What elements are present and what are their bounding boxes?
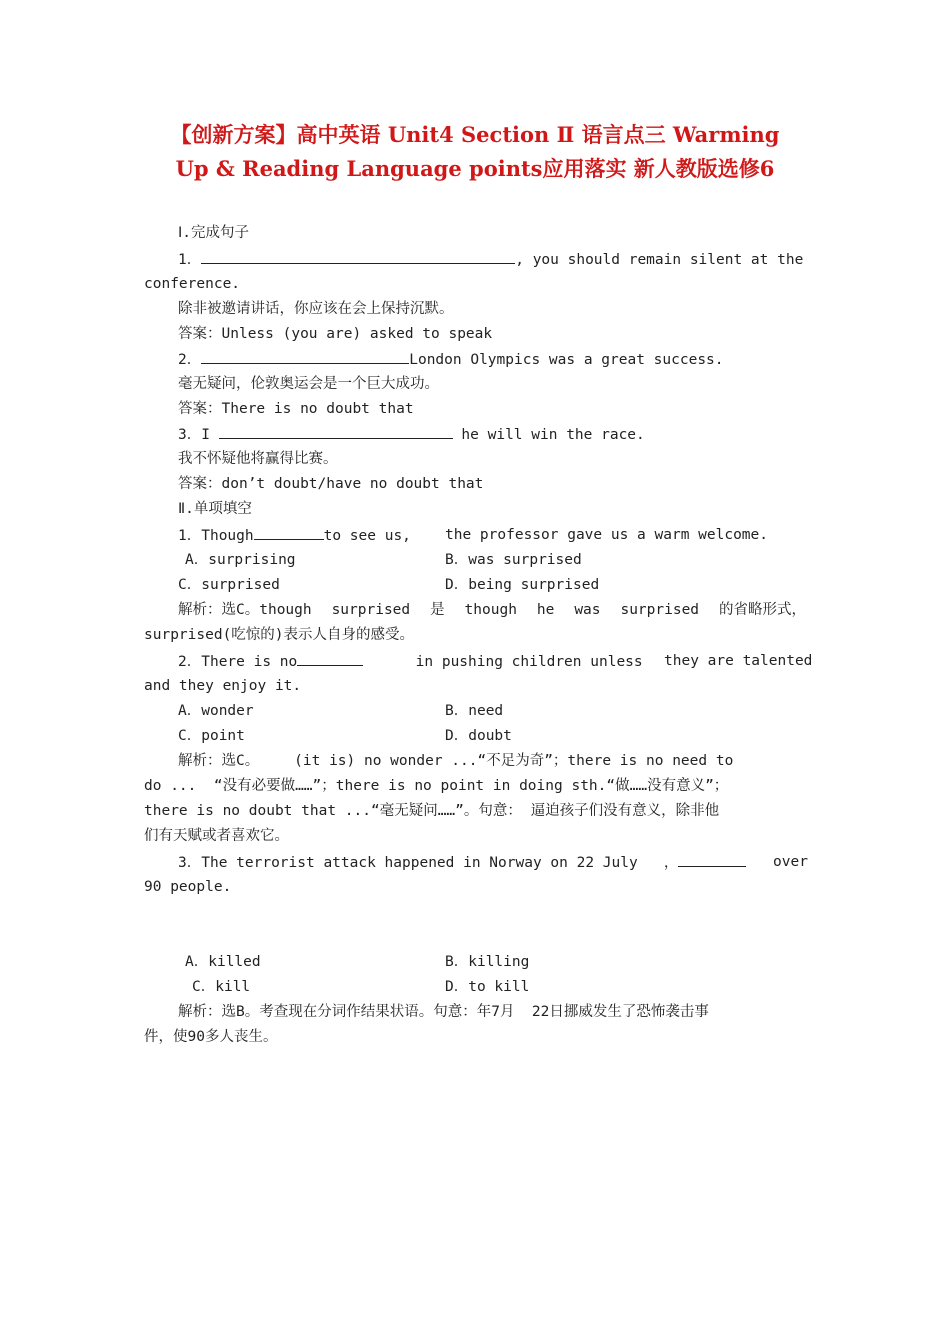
option-a: A．wonder (178, 703, 254, 719)
question-2-3-cont: over (773, 854, 808, 870)
analysis-2-2-line-3: there is no doubt that ...“毫无疑问……”。句意： 逼迫孩子们没有意义，除非他 (144, 803, 720, 819)
option-a: A．surprising (185, 552, 296, 568)
analysis-2-3-line-2: 件，使90多人丧生。 (144, 1029, 278, 1045)
section-heading-1: Ⅰ.完成句子 (178, 225, 250, 241)
title-line-1: 【创新方案】高中英语 Unit4 Section Ⅱ 语言点三 Warming (170, 122, 780, 147)
answer-blank (201, 249, 387, 264)
question-2-1-cont: the professor gave us a warm welcome. (445, 527, 769, 543)
option-c: C．point (178, 728, 245, 744)
question-1-2-chinese: 毫无疑问，伦敦奥运会是一个巨大成功。 (178, 376, 439, 392)
option-a: A．killed (185, 954, 261, 970)
question-2-3: 3．The terrorist attack happened in Norway on 22 July ， (178, 852, 746, 873)
option-d: D．doubt (445, 728, 512, 744)
section-heading-2: Ⅱ.单项填空 (178, 501, 252, 517)
question-2-3-line-2: 90 people. (144, 879, 232, 895)
question-1-1-answer: 答案：Unless (you are) asked to speak (178, 326, 493, 342)
answer-blank (254, 525, 324, 540)
analysis-2-2-line-2: do ... “没有必要做……”；there is no point in doing sth.“做……没有意义”； (144, 778, 729, 794)
analysis-2-1-line-1: 解析：选C。though surprised 是 though he was surprised 的省略形式， (178, 602, 806, 618)
question-1-1-cont: conference. (144, 276, 241, 292)
option-b: B．killing (445, 954, 530, 970)
option-b: B．was surprised (445, 552, 582, 568)
analysis-2-3-line-1: 解析：选B。考查现在分词作结果状语。句意：年7月 22日挪威发生了恐怖袭击事 (178, 1004, 709, 1020)
answer-blank (297, 651, 363, 666)
answer-blank (678, 852, 746, 867)
question-1-1-chinese: 除非被邀请讲话，你应该在会上保持沉默。 (178, 301, 454, 317)
option-d: D．to kill (445, 979, 530, 995)
answer-blank (219, 424, 453, 439)
question-2-2-line-2: and they enjoy it. (144, 678, 302, 694)
option-c: C．kill (192, 979, 251, 995)
question-2-2-cont: they are talented (664, 653, 813, 669)
question-2-1: 1．Though to see us, (178, 525, 411, 546)
question-1-3-chinese: 我不怀疑他将赢得比赛。 (178, 451, 338, 467)
analysis-2-2-line-1: 解析：选C。 (it is) no wonder ...“不足为奇”；there is no need to (178, 753, 734, 769)
option-b: B．need (445, 703, 504, 719)
title-line-2: Up & Reading Language points应用落实 新人教版选修6 (175, 156, 775, 181)
option-c: C．surprised (178, 577, 280, 593)
analysis-2-2-line-4: 们有天赋或者喜欢它。 (144, 828, 289, 844)
question-1-3: 3．I he will win the race. (178, 424, 645, 445)
question-2-2: 2．There is no in pushing children unless (178, 651, 643, 672)
answer-blank (387, 249, 515, 264)
analysis-2-1-line-2: surprised(吃惊的)表示人自身的感受。 (144, 627, 415, 643)
question-1-3-answer: 答案：don’t doubt/have no doubt that (178, 476, 484, 492)
question-1-2-answer: 答案：There is no doubt that (178, 401, 414, 417)
question-1-1: 1． , you should remain silent at the (178, 249, 803, 270)
question-1-2: 2． London Olympics was a great success. (178, 349, 724, 370)
answer-blank (201, 349, 409, 364)
option-d: D．being surprised (445, 577, 600, 593)
